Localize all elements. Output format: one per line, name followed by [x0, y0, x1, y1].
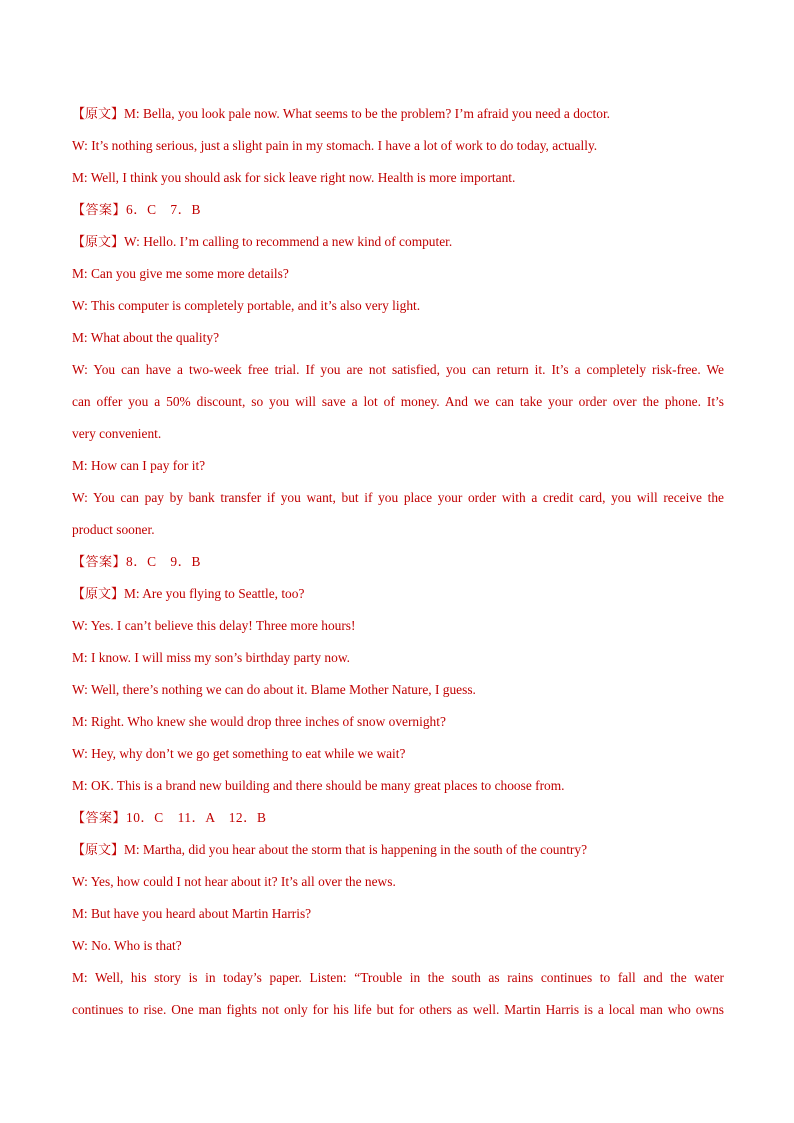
answer-label: 【答案】	[72, 555, 127, 570]
transcript-line	[72, 578, 724, 610]
answer-label: 【答案】	[72, 203, 127, 218]
transcript-line: W: Hey, why don’t we go get something to eat while we wait?	[72, 746, 406, 761]
answer-text: 6．C 7．B	[126, 202, 201, 217]
transcript-line: M: How can I pay for it?	[72, 458, 206, 473]
transcript-paragraph	[72, 354, 724, 450]
dialogue-text: M: Martha, did you hear about the storm that is happening in the south of the country?	[124, 842, 588, 857]
transcript-line: W: It’s nothing serious, just a slight pain in my stomach. I have a lot of work to do today, actually.	[72, 138, 598, 153]
transcript-paragraph	[72, 482, 724, 546]
answer-text: 8．C 9．B	[126, 554, 201, 569]
dialogue-text: W: Hello. I’m calling to recommend a new kind of computer.	[124, 234, 453, 249]
answer-line	[72, 802, 724, 834]
transcript-line: M: Can you give me some more details?	[72, 266, 289, 281]
transcript-line: can offer you a 50% discount, so you will save a lot of money. And we can take your order over the phone. It’s	[72, 394, 724, 409]
transcript-line: W: You can have a two-week free trial. If you are not satisfied, you can return it. It’s a completely risk-free. We	[72, 362, 724, 377]
transcript-line	[72, 98, 724, 130]
transcript-line: M: Well, his story is in today’s paper. Listen: “Trouble in the south as rains continues to fall and the water	[72, 970, 724, 985]
transcript-line: product sooner.	[72, 522, 155, 537]
answer-text: 10．C 11．A 12．B	[126, 810, 267, 825]
transcript-line: W: You can pay by bank transfer if you want, but if you place your order with a credit card, you will receive the	[72, 490, 724, 505]
transcript-line: W: This computer is completely portable, and it’s also very light.	[72, 298, 421, 313]
transcript-line: M: I know. I will miss my son’s birthday party now.	[72, 650, 350, 665]
transcript-line: W: Well, there’s nothing we can do about it. Blame Mother Nature, I guess.	[72, 682, 476, 697]
transcript-line: M: Right. Who knew she would drop three inches of snow overnight?	[72, 714, 446, 729]
transcript-line: M: Well, I think you should ask for sick leave right now. Health is more important.	[72, 170, 516, 185]
transcript-line: very convenient.	[72, 426, 162, 441]
transcript-line: continues to rise. One man fights not only for his life but for others as well. Martin Harris is a local man who owns	[72, 1002, 724, 1017]
original-text-label: 【原文】	[72, 107, 125, 122]
answer-line	[72, 194, 724, 226]
document-page	[72, 98, 724, 1026]
answer-line	[72, 546, 724, 578]
answer-label: 【答案】	[72, 811, 127, 826]
original-text-label: 【原文】	[72, 843, 125, 858]
transcript-line: W: Yes. I can’t believe this delay! Three more hours!	[72, 618, 356, 633]
transcript-line: M: But have you heard about Martin Harris?	[72, 906, 312, 921]
transcript-line: M: What about the quality?	[72, 330, 220, 345]
transcript-line	[72, 834, 724, 866]
dialogue-text: M: Bella, you look pale now. What seems to be the problem? I’m afraid you need a doctor.	[124, 106, 611, 121]
transcript-line: W: No. Who is that?	[72, 938, 182, 953]
transcript-line: M: OK. This is a brand new building and there should be many great places to choose from.	[72, 778, 565, 793]
transcript-line	[72, 226, 724, 258]
original-text-label: 【原文】	[72, 587, 125, 602]
dialogue-text: M: Are you flying to Seattle, too?	[124, 586, 305, 601]
transcript-paragraph	[72, 962, 724, 1026]
original-text-label: 【原文】	[72, 235, 125, 250]
transcript-line: W: Yes, how could I not hear about it? It’s all over the news.	[72, 874, 396, 889]
